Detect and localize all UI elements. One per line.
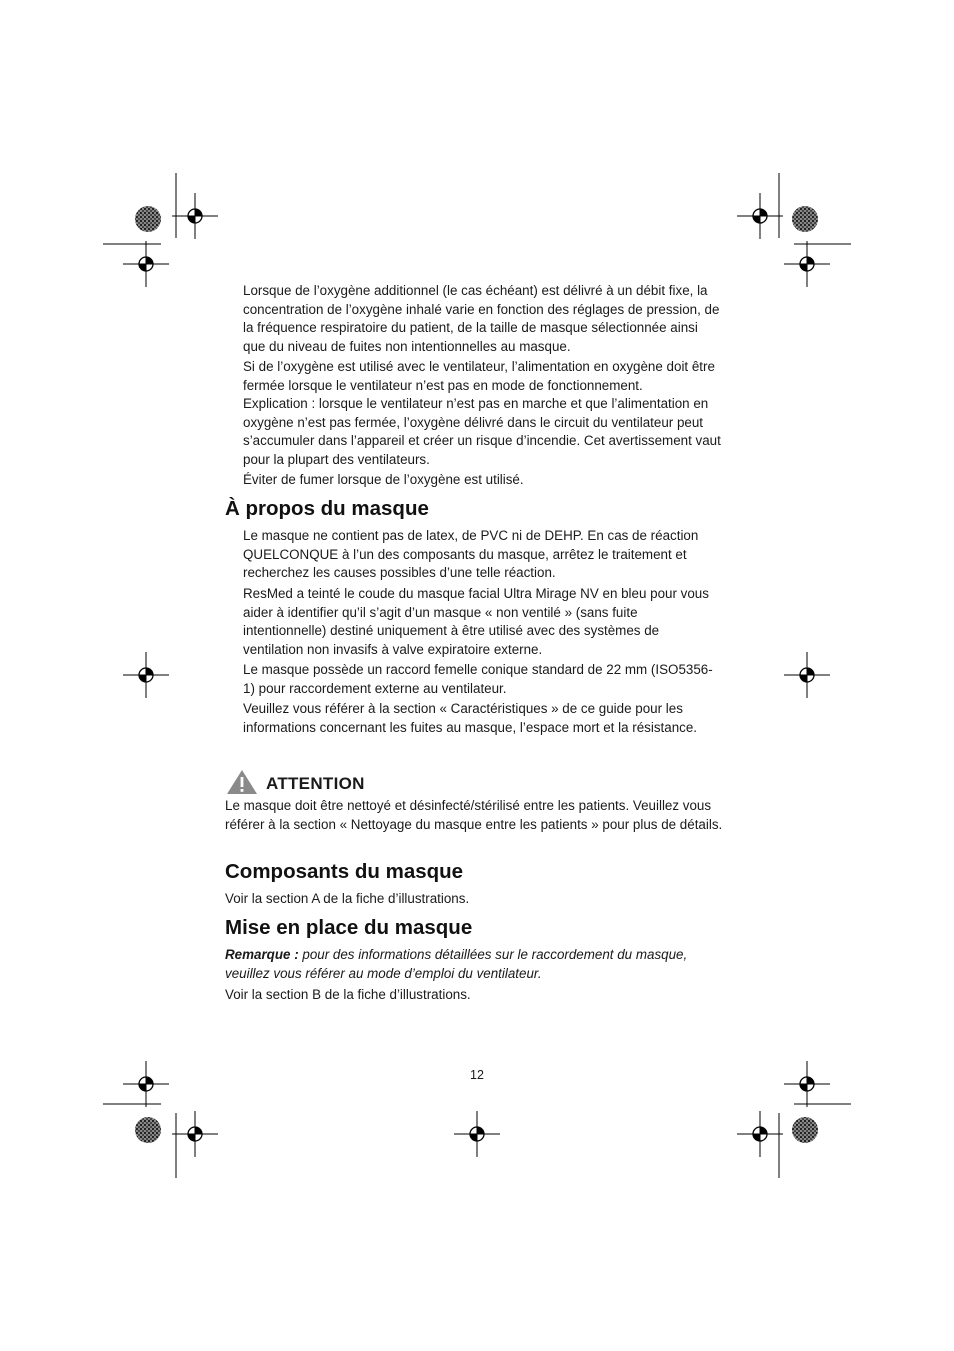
paragraph-oxygen-flow: Lorsque de l’oxygène additionnel (le cas échéant) est délivré à un débit fixe, la concentration de l’oxygène inhalé varie en fonction des réglages de pression, de la fréquence respiratoire du patient, de la taille de masque sélectionnée ainsi que du niveau de fuites non intentionnelles au masque. [243, 283, 720, 354]
section-letter-a: A [311, 891, 320, 906]
explanation-text: lorsque le ventilateur n’est pas en marche et que l’alimentation en oxygène n’est pas fermée, l’oxygène délivré dans le circuit du ventilateur peut s’accumuler dans l’appareil et créer un risque d’incendie. Cet avertissement vaut pour la plupart des ventilateurs. [243, 396, 721, 467]
page-number: 12 [470, 1068, 484, 1082]
paragraph-materials: Le masque ne contient pas de latex, de PVC ni de DEHP. En cas de réaction QUELCONQUE à l’un des composants du masque, arrêtez le traitement et recherchez les causes possibles d’une telle réaction. [243, 528, 699, 580]
attention-title: ATTENTION [266, 774, 365, 793]
note-text: pour des informations détaillées sur le raccordement du masque, veuillez vous référer au mode d’emploi du ventilateur. [225, 947, 688, 981]
heading-mask-fitting: Mise en place du masque [225, 916, 473, 939]
explanation-label: Explication : [243, 396, 316, 411]
paragraph-explanation [243, 395, 723, 469]
paragraph-no-smoking: Éviter de fumer lorsque de l’oxygène est utilisé. [243, 472, 524, 487]
heading-mask-components: Composants du masque [225, 860, 464, 883]
note-remark [225, 946, 723, 983]
section-letter-b: B [312, 987, 322, 1002]
attention-text: Le masque doit être nettoyé et désinfecté/stérilisé entre les patients. Veuillez vous référer à la section « Nettoyage du masque entre les patients » pour plus de détails. [225, 798, 723, 832]
heading-about-mask: À propos du masque [225, 497, 429, 520]
paragraph-elbow-color: ResMed a teinté le coude du masque facial Ultra Mirage NV en bleu pour vous aider à identifier qu’il s’agit d’un masque « non ventilé » (sans fuite intentionnelle) destiné uniquement à être utilisé avec des systèmes de ventilation non invasifs à valve expiratoire externe. [243, 586, 709, 657]
paragraph-components-ref: Voir la section A de la fiche d’illustrations. [225, 891, 470, 906]
paragraph-specifications-ref: Veuillez vous référer à la section « Caractéristiques » de ce guide pour les informations concernant les fuites au masque, l’espace mort et la résistance. [243, 701, 698, 735]
warning-triangle-icon [226, 769, 258, 795]
note-label: Remarque : [225, 947, 299, 962]
paragraph-oxygen-off: Si de l’oxygène est utilisé avec le ventilateur, l’alimentation en oxygène doit être fermée lorsque le ventilateur n’est pas en mode de fonctionnement. [243, 359, 715, 393]
paragraph-connector: Le masque possède un raccord femelle conique standard de 22 mm (ISO5356-1) pour raccordement externe au ventilateur. [243, 662, 713, 696]
paragraph-fitting-ref: Voir la section B de la fiche d’illustrations. [225, 987, 471, 1002]
